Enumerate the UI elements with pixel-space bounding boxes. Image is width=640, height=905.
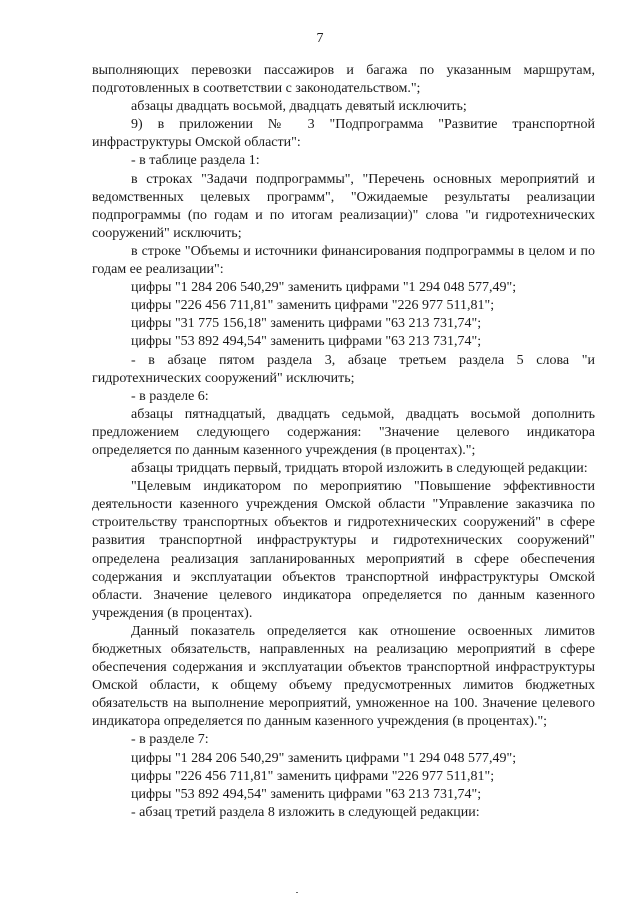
paragraph: - в таблице раздела 1:: [131, 153, 260, 169]
page-number: 7: [316, 31, 324, 46]
paragraph: - в абзаце пятом раздела 3, абзаце третьем раздела 5 слова "и гидротехнических сооружений" исключить;: [92, 352, 595, 386]
paragraph: - абзац третий раздела 8 изложить в следующей редакции:: [131, 804, 480, 820]
paragraph: цифры "1 284 206 540,29" заменить цифрами "1 294 048 577,49";: [131, 280, 517, 296]
paragraph: "Целевым индикатором по мероприятию "Повышение эффективности деятельности казенного учреждения Омской области "Управление заказчика по строительству транспортных объектов и гидротехнических сооружений" в сфере развития транспортной инфраструктуры и гидротехнических сооружений" определена реализация запланированных мероприятий в сфере обеспечения содержания и эксплуатации объектов транспортной инфраструктуры Омской области. Значение целевого индикатора определяется по данным казенного учреждения (в процентах).: [92, 479, 595, 621]
paragraph: абзацы пятнадцатый, двадцать седьмой, двадцать восьмой дополнить предложением следующего содержания: "Значение целевого индикатора определяется по данным казенного учреждения (в процентах).";: [92, 406, 595, 458]
paragraph: цифры "1 284 206 540,29" заменить цифрами "1 294 048 577,49";: [131, 750, 517, 766]
paragraph: цифры "226 456 711,81" заменить цифрами "226 977 511,81";: [131, 298, 495, 314]
scan-speck: [296, 892, 298, 893]
paragraph: 9) в приложении № 3 "Подпрограмма "Развитие транспортной инфраструктуры Омской области":: [92, 117, 595, 151]
paragraph: цифры "31 775 156,18" заменить цифрами "63 213 731,74";: [131, 316, 482, 332]
paragraph: абзацы тридцать первый, тридцать второй изложить в следующей редакции:: [131, 461, 588, 477]
paragraph: цифры "53 892 494,54" заменить цифрами "63 213 731,74";: [131, 334, 482, 350]
paragraph: в строке "Объемы и источники финансирования подпрограммы в целом и по годам ее реализации":: [92, 243, 595, 278]
paragraph: цифры "226 456 711,81" заменить цифрами "226 977 511,81";: [131, 768, 495, 784]
paragraph: Данный показатель определяется как отношение освоенных лимитов бюджетных обязательств, направленных на реализацию мероприятий в сфере обеспечения содержания и эксплуатации объектов транспортной инфраструктуры Омской области, к общему объему предусмотренных лимитов бюджетных обязательств на выполнение мероприятий, умноженное на 100. Значение целевого индикатора определяется по данным казенного учреждения (в процентах).";: [92, 623, 595, 730]
document-body: [92, 62, 595, 822]
paragraph: выполняющих перевозки пассажиров и багажа по указанным маршрутам, подготовленных в соответствии с законодательством.";: [92, 63, 595, 97]
paragraph: цифры "53 892 494,54" заменить цифрами "63 213 731,74";: [131, 786, 482, 802]
paragraph: - в разделе 6:: [131, 388, 209, 404]
paragraph: абзацы двадцать восьмой, двадцать девятый исключить;: [131, 99, 467, 115]
paragraph: в строках "Задачи подпрограммы", "Перечень основных мероприятий и ведомственных целевых программ", "Ожидаемые результаты реализации подпрограммы (по годам и по итогам реализации)" слова "и гидротехнических сооружений" исключить;: [92, 171, 595, 241]
paragraph: - в разделе 7:: [131, 732, 209, 748]
